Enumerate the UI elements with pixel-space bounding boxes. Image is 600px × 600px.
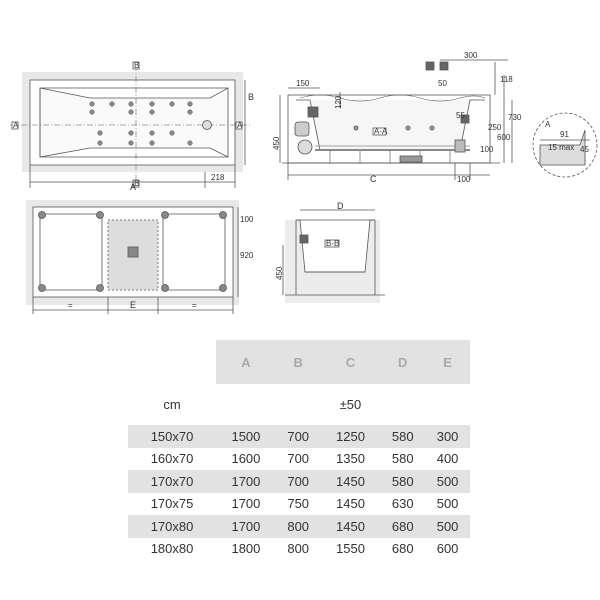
header-A: A bbox=[216, 340, 276, 384]
bottom-view bbox=[26, 200, 254, 314]
cell-E: 500 bbox=[425, 470, 470, 493]
cell-C: 1450 bbox=[321, 470, 381, 493]
cell-B: 800 bbox=[287, 541, 310, 557]
cell-C: 1450 bbox=[321, 515, 381, 538]
dim-A-top: A bbox=[130, 182, 137, 192]
section-mark-top: B bbox=[134, 61, 140, 70]
dim-eq-right: = bbox=[192, 301, 197, 310]
cell-C: 1550 bbox=[336, 541, 365, 557]
unit-label: cm bbox=[128, 384, 216, 425]
cell-B: 700 bbox=[276, 425, 321, 448]
dim-eq-left: = bbox=[68, 301, 73, 310]
cell-D: 580 bbox=[391, 451, 414, 467]
cell-C: 1350 bbox=[336, 451, 365, 467]
table-row bbox=[128, 470, 470, 493]
cell-E: 500 bbox=[425, 515, 470, 538]
table-row bbox=[128, 515, 470, 538]
unit-row bbox=[128, 384, 470, 425]
row-model: 170x75 bbox=[150, 496, 194, 512]
side-view bbox=[272, 51, 522, 184]
header-D: D bbox=[380, 340, 425, 384]
row-model: 150x70 bbox=[128, 425, 216, 448]
section-mark-left: A bbox=[13, 121, 19, 130]
dim-50: 50 bbox=[438, 79, 447, 88]
dim-600: 600 bbox=[497, 133, 511, 142]
dim-100-bottom: 100 bbox=[457, 175, 471, 184]
cell-E: 600 bbox=[436, 541, 459, 557]
dim-118: 118 bbox=[500, 75, 513, 84]
cell-A: 1700 bbox=[216, 515, 276, 538]
cell-D: 580 bbox=[380, 425, 425, 448]
table-row bbox=[128, 448, 470, 471]
detail-dim-91: 91 bbox=[560, 130, 569, 139]
cell-B: 750 bbox=[287, 496, 310, 512]
table-row bbox=[128, 425, 470, 448]
section-mark-right: A bbox=[237, 121, 243, 130]
header-blank bbox=[128, 340, 216, 384]
dim-150: 150 bbox=[296, 79, 310, 88]
dim-300: 300 bbox=[464, 51, 478, 60]
cell-E: 400 bbox=[436, 451, 459, 467]
dim-55: 55 bbox=[456, 111, 465, 120]
cell-E: 500 bbox=[436, 496, 459, 512]
dim-B-top: B bbox=[248, 92, 255, 102]
cell-B: 700 bbox=[276, 470, 321, 493]
header-E: E bbox=[425, 340, 470, 384]
dim-920: 920 bbox=[240, 251, 254, 260]
row-model: 170x70 bbox=[128, 470, 216, 493]
dim-D: D bbox=[337, 201, 344, 211]
cell-C: 1250 bbox=[321, 425, 381, 448]
detail-dim-45: 45 bbox=[580, 145, 589, 154]
tolerance-label: ±50 bbox=[321, 384, 381, 425]
dim-C: C bbox=[370, 174, 377, 184]
detail-label: 15 max bbox=[548, 143, 575, 152]
dim-100-side: 100 bbox=[480, 145, 494, 154]
cell-A: 1600 bbox=[231, 451, 261, 467]
row-model: 170x80 bbox=[128, 515, 216, 538]
top-view bbox=[10, 61, 254, 192]
cell-D: 680 bbox=[380, 515, 425, 538]
cell-A: 1800 bbox=[231, 541, 261, 557]
dim-450: 450 bbox=[272, 136, 281, 150]
table-row bbox=[128, 538, 470, 561]
cell-A: 1700 bbox=[216, 470, 276, 493]
section-label-aa: A-A bbox=[374, 127, 388, 136]
cell-A: 1500 bbox=[216, 425, 276, 448]
detail-dim-A: A bbox=[545, 120, 551, 129]
cell-B: 800 bbox=[276, 515, 321, 538]
cell-C: 1450 bbox=[336, 496, 365, 512]
dim-218: 218 bbox=[211, 173, 225, 182]
cell-A: 1700 bbox=[231, 496, 261, 512]
cell-D: 680 bbox=[391, 541, 414, 557]
header-C: C bbox=[321, 340, 381, 384]
dimension-table bbox=[128, 340, 470, 560]
dim-E: E bbox=[130, 300, 137, 310]
section-label-bb: B-B bbox=[326, 239, 340, 248]
table-header-row bbox=[128, 340, 470, 384]
row-model: 180x80 bbox=[150, 541, 194, 557]
cell-D: 580 bbox=[380, 470, 425, 493]
table-row bbox=[128, 493, 470, 516]
detail-view bbox=[533, 113, 597, 177]
dim-250: 250 bbox=[488, 123, 502, 132]
dim-120: 120 bbox=[334, 95, 343, 109]
header-B: B bbox=[276, 340, 321, 384]
cell-E: 300 bbox=[425, 425, 470, 448]
dim-100-right: 100 bbox=[240, 215, 254, 224]
dim-730: 730 bbox=[508, 113, 522, 122]
section-bb bbox=[275, 201, 385, 303]
cell-B: 700 bbox=[287, 451, 310, 467]
row-model: 160x70 bbox=[150, 451, 194, 467]
dim-450-section: 450 bbox=[275, 266, 284, 280]
cell-D: 630 bbox=[391, 496, 414, 512]
section-mark-bottom: B bbox=[134, 179, 140, 188]
